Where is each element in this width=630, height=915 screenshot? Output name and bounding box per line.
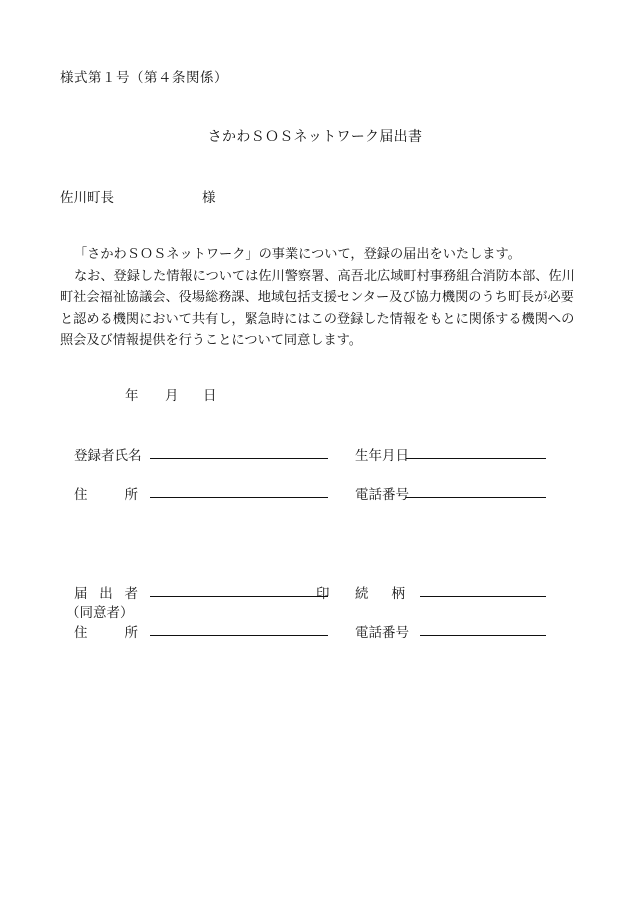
birth-date-field[interactable] bbox=[406, 458, 546, 459]
notifier-label-2: 出 bbox=[99, 586, 113, 602]
consent-label: （同意者） bbox=[66, 605, 134, 621]
body-paragraph-1-text: 「さかわＳＯＳネットワーク」の事業について，登録の届出をいたします。 bbox=[74, 247, 521, 262]
registrant-address-label-2: 所 bbox=[124, 487, 138, 503]
registrant-address-field[interactable] bbox=[150, 497, 328, 498]
birth-date-label: 生年月日 bbox=[355, 448, 409, 464]
notifier-address-label-1: 住 bbox=[74, 625, 88, 641]
registrant-address-label bbox=[74, 483, 138, 503]
date-day-label: 日 bbox=[203, 388, 217, 404]
addressee-name: 佐川町長 bbox=[60, 190, 114, 206]
body-paragraph-2-text: なお、登録した情報については佐川警察署、高吾北広域町村事務組合消防本部、佐川町社会福祉協議会、役場総務課、地域包括支援センター及び協力機関のうち町長が必要と認める機関において共有し，緊急時にはこの登録した情報をもとに関係する機関への照会及び情報提供を行うことについて同意します。 bbox=[60, 268, 575, 348]
notifier-address-field[interactable] bbox=[150, 635, 328, 636]
relation-label-2: 柄 bbox=[391, 586, 405, 602]
notifier-address-label-2: 所 bbox=[124, 625, 138, 641]
registrant-phone-label: 電話番号 bbox=[355, 487, 409, 503]
date-year-label: 年 bbox=[125, 388, 139, 404]
registrant-phone-field[interactable] bbox=[406, 497, 546, 498]
relation-label bbox=[355, 582, 405, 602]
notifier-name-field[interactable] bbox=[150, 596, 328, 597]
form-number: 様式第１号（第４条関係） bbox=[60, 70, 228, 86]
body-paragraph-1 bbox=[60, 244, 580, 266]
date-month-label: 月 bbox=[165, 388, 179, 404]
body-text bbox=[60, 244, 580, 352]
registrant-name-field[interactable] bbox=[150, 458, 328, 459]
notifier-label-3: 者 bbox=[124, 586, 138, 602]
relation-field[interactable] bbox=[420, 596, 546, 597]
notifier-phone-field[interactable] bbox=[420, 635, 546, 636]
document-title: さかわＳＯＳネットワーク届出書 bbox=[207, 129, 423, 145]
addressee-honorific: 様 bbox=[202, 190, 216, 206]
seal-mark: 印 bbox=[316, 586, 330, 602]
notifier-address-label bbox=[74, 621, 138, 641]
notifier-label-1: 届 bbox=[74, 586, 88, 602]
relation-label-1: 続 bbox=[355, 586, 369, 602]
registrant-address-label-1: 住 bbox=[74, 487, 88, 503]
notifier-phone-label: 電話番号 bbox=[355, 625, 409, 641]
body-paragraph-2 bbox=[60, 266, 580, 352]
notifier-label bbox=[74, 582, 138, 602]
registrant-name-label: 登録者氏名 bbox=[74, 448, 142, 464]
